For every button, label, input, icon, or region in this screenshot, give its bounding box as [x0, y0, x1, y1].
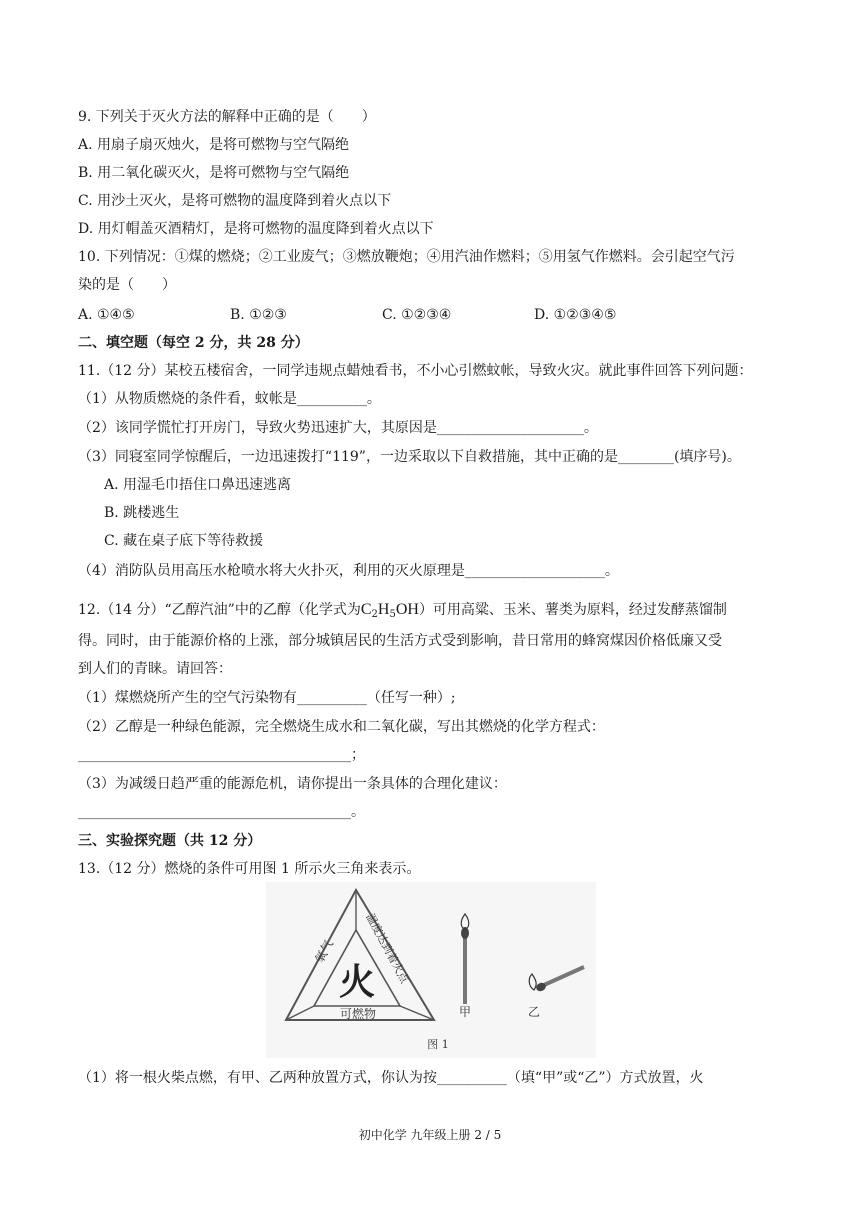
label-ignition-temperature: 温度达到着火点	[363, 911, 411, 986]
fire-triangle-figure	[266, 882, 596, 1058]
label-yi: 乙	[527, 1005, 541, 1019]
formula-c: C	[360, 601, 372, 618]
q11-part3: （3）同寝室同学惊醒后，一边迅速拨打“119”，一边采取以下自救措施，其中正确的是________(填序号)。	[78, 449, 741, 465]
label-jia: 甲	[458, 1005, 472, 1019]
figure-svg	[266, 882, 596, 1058]
q12-line2: 得。同时，由于能源价格的上涨，部分城镇居民的生活方式受到影响，昔日常用的蜂窝煤因价格低廉又受	[78, 633, 722, 649]
q9-option-d: D. 用灯帽盖灭酒精灯，是将可燃物的温度降到着火点以下	[78, 221, 434, 237]
q10-option-c: C. ①②③④	[382, 307, 452, 323]
q12-line3: 到人们的青睐。请回答：	[78, 661, 232, 677]
q13-stem: 13.（12 分）燃烧的条件可用图 1 所示火三角来表示。	[78, 861, 421, 877]
q11-part1: （1）从物质燃烧的条件看，蚊帐是__________。	[78, 391, 381, 407]
q9-option-c: C. 用沙土灭火，是将可燃物的温度降到着火点以下	[78, 193, 392, 209]
q12-stem-pre: 12.（14 分）“乙醇汽油”中的乙醇（化学式为	[78, 602, 361, 618]
formula-sub-2: 2	[371, 609, 378, 620]
q9-stem: 9. 下列关于灭火方法的解释中正确的是（ ）	[78, 109, 376, 125]
label-combustible: 可燃物	[339, 1007, 377, 1021]
q11-choice-a: A. 用湿毛巾捂住口鼻迅速逃离	[104, 477, 292, 493]
page-footer: 初中化学 九年级上册 2 / 5	[358, 1128, 502, 1142]
q12-part3-blank: _______________________________________。	[78, 804, 365, 820]
q10-option-d: D. ①②③④⑤	[534, 307, 617, 323]
q11-choice-c: C. 藏在桌子底下等待救援	[104, 533, 264, 549]
q10-option-a: A. ①④⑤	[78, 307, 135, 323]
q10-stem-line2: 染的是（ ）	[78, 277, 176, 293]
formula-sub-5: 5	[389, 609, 396, 620]
q9-option-b: B. 用二氧化碳灭火，是将可燃物与空气隔绝	[78, 165, 350, 181]
q11-part2: （2）该同学慌忙打开房门，导致火势迅速扩大，其原因是_____________________。	[78, 420, 598, 436]
fire-glyph: 火	[338, 961, 376, 1003]
q13-part1: （1）将一根火柴点燃，有甲、乙两种放置方式，你认为按__________（填“甲”或“乙”）方式放置，火	[78, 1070, 704, 1086]
q12-stem-post: ）可用高粱、玉米、薯类为原料，经过发酵蒸馏制	[418, 602, 727, 618]
q9-option-a: A. 用扇子扇灭烛火，是将可燃物与空气隔绝	[78, 137, 350, 153]
formula-h: H	[377, 601, 390, 618]
q12-part1: （1）煤燃烧所产生的空气污染物有__________（任写一种）;	[78, 690, 456, 706]
formula-oh: OH	[395, 601, 419, 618]
q10-option-b: B. ①②③	[230, 307, 287, 323]
q12-part3: （3）为减缓日趋严重的能源危机，请你提出一条具体的合理化建议：	[78, 776, 507, 792]
q11-choice-b: B. 跳楼逃生	[104, 505, 180, 521]
label-oxygen: 氧气	[312, 937, 336, 966]
section3-title: 三、实验探究题（共 12 分）	[78, 833, 262, 849]
q12-stem-line1	[78, 600, 727, 625]
q11-part4: （4）消防队员用高压水枪喷水将大火扑灭，利用的灭火原理是____________________。	[78, 563, 619, 579]
match-jia-icon	[461, 914, 469, 1004]
figure-caption: 图 1	[427, 1038, 449, 1051]
section2-title: 二、填空题（每空 2 分，共 28 分）	[78, 335, 309, 351]
q12-part2: （2）乙醇是一种绿色能源，完全燃烧生成水和二氧化碳，写出其燃烧的化学方程式：	[78, 719, 605, 735]
q12-part2-blank: _______________________________________；	[78, 747, 365, 763]
q10-stem-line1: 10. 下列情况：①煤的燃烧；②工业废气；③燃放鞭炮；④用汽油作燃料；⑤用氢气作燃料。会引起空气污	[78, 249, 735, 265]
q11-stem: 11.（12 分）某校五楼宿舍，一同学违规点蜡烛看书，不小心引燃蚊帐，导致火灾。就此事件回答下列问题：	[78, 363, 753, 379]
match-yi-icon	[529, 967, 584, 993]
